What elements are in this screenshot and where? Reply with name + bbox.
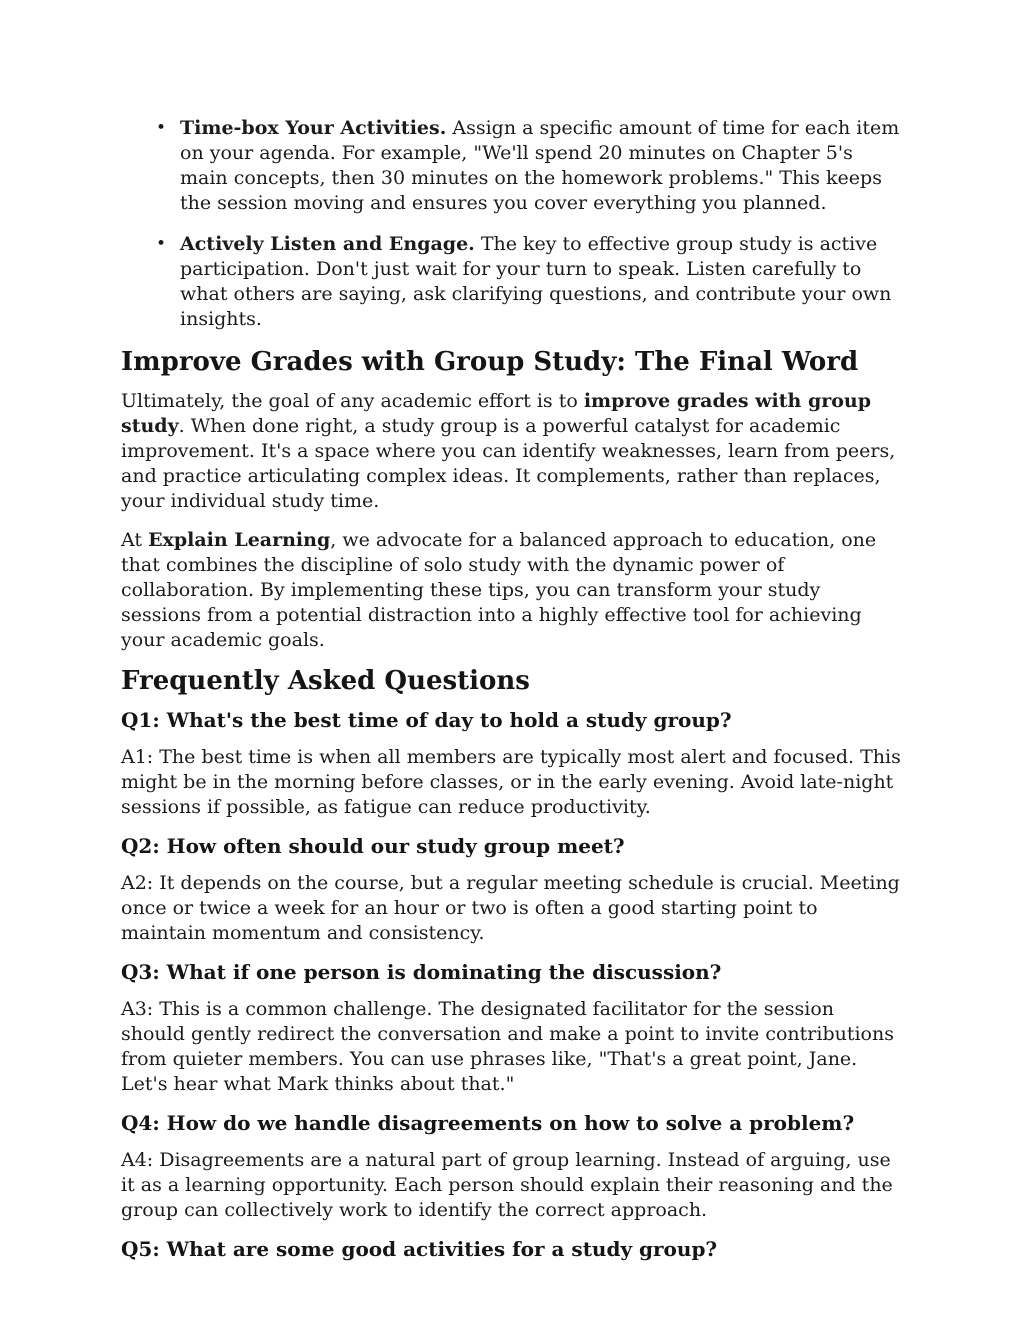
- faq-question-1: Q1: What's the best time of day to hold a study group?: [121, 708, 732, 732]
- paragraph-text: Ultimately, the goal of any academic effort is to: [121, 390, 584, 412]
- paragraph-bold-phrase: improve grades with group study: [121, 390, 872, 437]
- faq-answer-4: A4: Disagreements are a natural part of group learning. Instead of arguing, use it as a learning opportunity. Each person should explain their reasoning and the group can collectively work to identify the correct approach.: [121, 1149, 893, 1221]
- paragraph-text: . When done right, a study group is a powerful catalyst for academic improvement. It's a space where you can identify weaknesses, learn from peers, and practice articulating complex ideas. It complements, rather than replaces, your individual study time.: [121, 415, 896, 512]
- section-heading-final-word: Improve Grades with Group Study: The Final Word: [121, 347, 859, 377]
- list-item: [156, 232, 903, 332]
- faq-answer-2: A2: It depends on the course, but a regular meeting schedule is crucial. Meeting once or twice a week for an hour or two is often a good starting point to maintain momentum and consistency.: [121, 872, 900, 944]
- bullet-lead: Actively Listen and Engage.: [180, 233, 475, 255]
- bullet-icon: •: [156, 234, 167, 254]
- paragraph-text: , we advocate for a balanced approach to education, one that combines the discipline of solo study with the dynamic power of collaboration. By implementing these tips, you can transform your study sessions from a potential distraction into a highly effective tool for achieving your academic goals.: [121, 529, 877, 651]
- faq-question-4: Q4: How do we handle disagreements on how to solve a problem?: [121, 1111, 855, 1135]
- faq-question-5: Q5: What are some good activities for a study group?: [121, 1237, 718, 1261]
- bullet-lead: Time-box Your Activities.: [180, 117, 447, 139]
- paragraph-text: At: [121, 529, 149, 551]
- bullet-text: Assign a specific amount of time for each item on your agenda. For example, "We'll spend 20 minutes on Chapter 5's main concepts, then 30 minutes on the homework problems." This keeps the session moving and ensures you cover everything you planned.: [180, 117, 900, 214]
- faq-answer-3: A3: This is a common challenge. The designated facilitator for the session should gently redirect the conversation and make a point to invite contributions from quieter members. You can use phrases like, "That's a great point, Jane. Let's hear what Mark thinks about that.": [121, 998, 894, 1095]
- bullet-icon: •: [156, 118, 167, 138]
- faq-answer-1: A1: The best time is when all members are typically most alert and focused. This might be in the morning before classes, or in the early evening. Avoid late-night sessions if possible, as fatigue can reduce productivity.: [121, 746, 901, 818]
- faq-question-3: Q3: What if one person is dominating the discussion?: [121, 960, 722, 984]
- list-item: [156, 116, 903, 216]
- study-tips-list: [121, 116, 903, 332]
- faq-question-2: Q2: How often should our study group meet?: [121, 834, 625, 858]
- brand-name: Explain Learning: [148, 529, 331, 551]
- bullet-text: The key to effective group study is active participation. Don't just wait for your turn to speak. Listen carefully to what others are saying, ask clarifying questions, and contribute your own insights.: [180, 233, 892, 330]
- section-heading-faq: Frequently Asked Questions: [121, 666, 530, 696]
- paragraph-final-word-1: [121, 389, 903, 514]
- paragraph-final-word-2: [121, 528, 903, 653]
